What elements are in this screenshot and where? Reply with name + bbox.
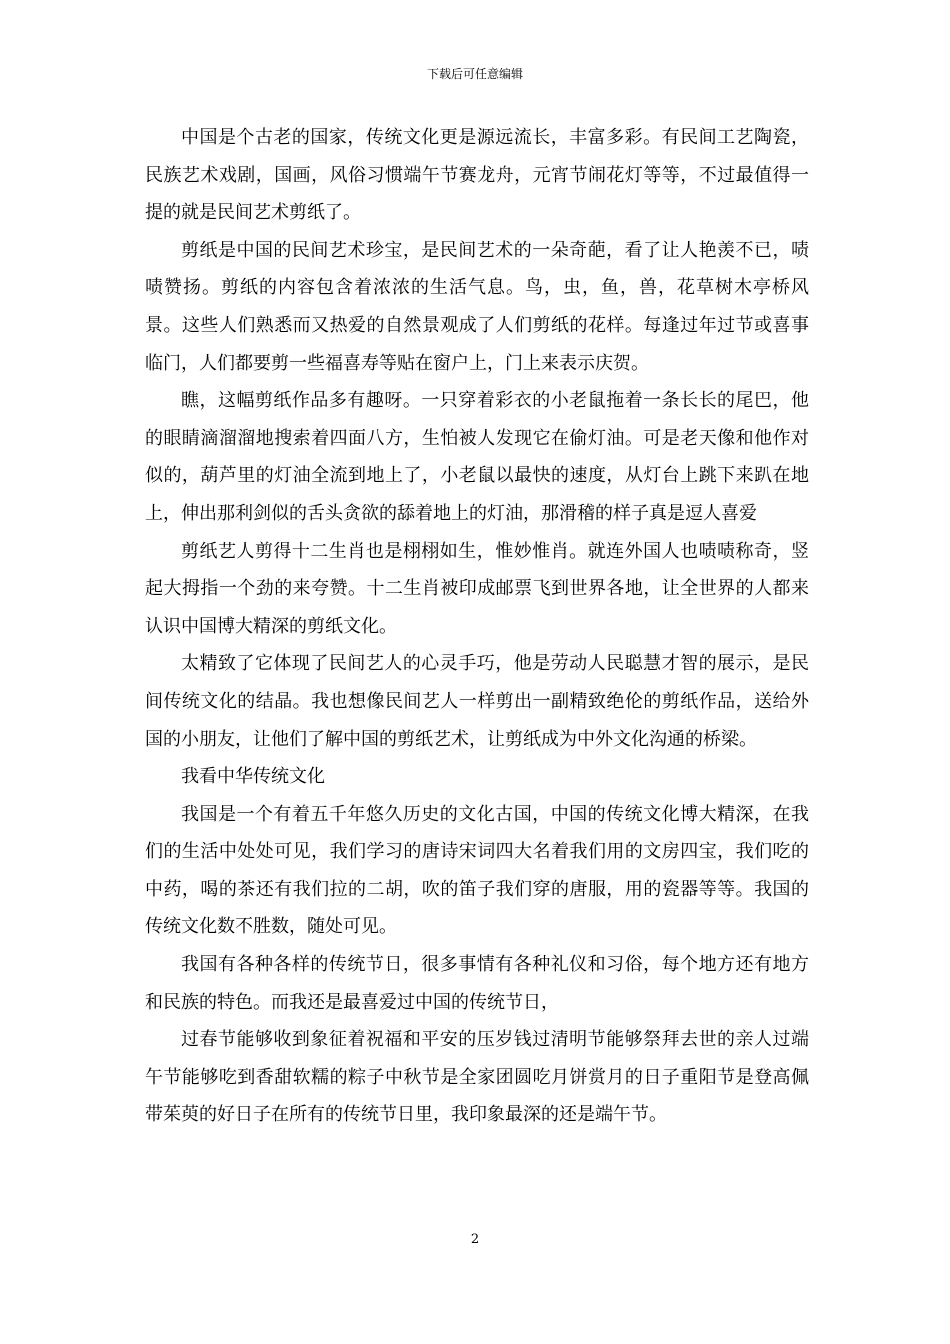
page-number: 2	[470, 1232, 480, 1247]
page-header: 下载后可任意编辑	[426, 67, 523, 81]
paragraph: 过春节能够收到象征着祝福和平安的压岁钱过清明节能够祭拜去世的亲人过端午节能够吃到香甜软糯的粽子中秋节是全家团圆吃月饼赏月的日子重阳节是登高佩带茱萸的好日子在所有的传统节日里，我印象最深的还是端午节。	[145, 1029, 809, 1126]
paragraph: 太精致了它体现了民间艺人的心灵手巧，他是劳动人民聪慧才智的展示，是民间传统文化的结晶。我也想像民间艺人一样剪出一副精致绝伦的剪纸作品，送给外国的小朋友，让他们了解中国的剪纸艺术，让剪纸成为中外文化沟通的桥梁。	[145, 653, 809, 750]
paragraph: 我国是一个有着五千年悠久历史的文化古国，中国的传统文化博大精深，在我们的生活中处处可见，我们学习的唐诗宋词四大名着我们用的文房四宝，我们吃的中药，喝的茶还有我们拉的二胡，吹的笛子我们穿的唐服，用的瓷器等等。我国的传统文化数不胜数，随处可见。	[145, 803, 809, 938]
paragraph: 剪纸是中国的民间艺术珍宝，是民间艺术的一朵奇葩，看了让人艳羡不已，啧啧赞扬。剪纸的内容包含着浓浓的生活气息。鸟，虫，鱼，兽，花草树木亭桥风景。这些人们熟悉而又热爱的自然景观成了人们剪纸的花样。每逢过年过节或喜事临门，人们都要剪一些福喜寿等贴在窗户上，门上来表示庆贺。	[145, 239, 809, 374]
paragraph: 瞧，这幅剪纸作品多有趣呀。一只穿着彩衣的小老鼠拖着一条长长的尾巴，他的眼睛滴溜溜地搜索着四面八方，生怕被人发现它在偷灯油。可是老天像和他作对似的，葫芦里的灯油全流到地上了，小老鼠以最快的速度，从灯台上跳下来趴在地上，伸出那利剑似的舌头贪欲的舔着地上的灯油，那滑稽的样子真是逗人喜爱	[145, 390, 809, 524]
document-body	[145, 119, 809, 1134]
paragraph: 中国是个古老的国家，传统文化更是源远流长，丰富多彩。有民间工艺陶瓷，民族艺术戏剧，国画，风俗习惯端午节赛龙舟，元宵节闹花灯等等，不过最值得一提的就是民间艺术剪纸了。	[145, 127, 809, 224]
paragraph: 我国有各种各样的传统节日，很多事情有各种礼仪和习俗，每个地方还有地方和民族的特色。而我还是最喜爱过中国的传统节日，	[145, 954, 809, 1013]
section-heading: 我看中华传统文化	[181, 766, 325, 788]
paragraph: 剪纸艺人剪得十二生肖也是栩栩如生，惟妙惟肖。就连外国人也啧啧称奇，竖起大拇指一个劲的来夸赞。十二生肖被印成邮票飞到世界各地，让全世界的人都来认识中国博大精深的剪纸文化。	[145, 540, 809, 637]
